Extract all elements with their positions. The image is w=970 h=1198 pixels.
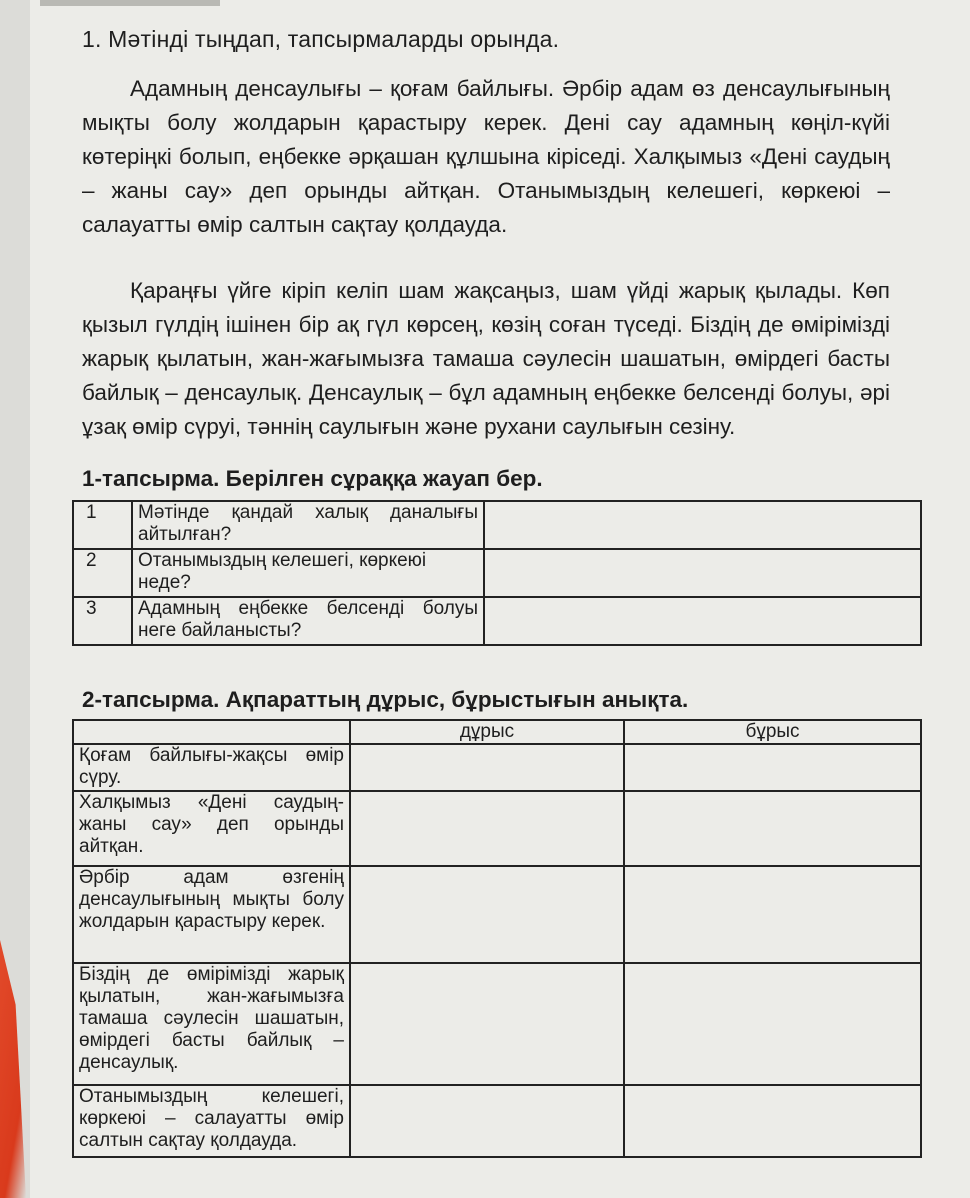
top-edge-shadow xyxy=(40,0,220,6)
table-row xyxy=(73,549,921,597)
table-row xyxy=(73,1085,921,1157)
true-checkbox-cell[interactable] xyxy=(350,744,624,791)
false-checkbox-cell[interactable] xyxy=(624,744,921,791)
table-row xyxy=(73,597,921,645)
false-checkbox-cell[interactable] xyxy=(624,791,921,866)
table-row xyxy=(73,744,921,791)
statement-cell: Қоғам байлығы-жақсы өмір сүру. xyxy=(73,744,350,791)
question-cell: Отанымыздың келешегі, көркеюі неде? xyxy=(132,549,484,597)
table-row xyxy=(73,963,921,1085)
question-cell: Мәтінде қандай халық даналығы айтылған? xyxy=(132,501,484,549)
row-number: 1 xyxy=(73,501,132,549)
true-checkbox-cell[interactable] xyxy=(350,1085,624,1157)
header-row xyxy=(73,720,921,744)
statement-cell: Біздің де өмірімізді жарық қылатын, жан-жағымызға тамаша сәулесін шашатын, өмірдегі басты байлық – денсаулық. xyxy=(73,963,350,1085)
red-corner-decoration xyxy=(0,940,26,1198)
header-false: бұрыс xyxy=(624,720,921,744)
header-empty-cell xyxy=(73,720,350,744)
row-number: 3 xyxy=(73,597,132,645)
statement-cell: Халқымыз «Дені саудың-жаны сау» деп орынды айтқан. xyxy=(73,791,350,866)
task1-table xyxy=(72,500,922,646)
table-row xyxy=(73,501,921,549)
answer-cell[interactable] xyxy=(484,549,921,597)
text-paragraph-1: Адамның денсаулығы – қоғам байлығы. Әрбір адам өз денсаулығының мықты болу жолдарын қарастыру керек. Дені сау адамның көңіл-күйі көтеріңкі болып, еңбекке әрқашан құлшына кіріседі. Халқымыз «Дені саудың – жаны сау» деп орынды айтқан. Отанымыздың келешегі, көркеюі – салауатты өмір салтын сақтау қолдауда. xyxy=(82,76,890,237)
statement-cell: Әрбір адам өзгенің денсаулығының мықты болу жолдарын қарастыру керек. xyxy=(73,866,350,963)
answer-cell[interactable] xyxy=(484,597,921,645)
true-checkbox-cell[interactable] xyxy=(350,791,624,866)
task2-table xyxy=(72,719,922,1158)
header-true: дұрыс xyxy=(350,720,624,744)
answer-cell[interactable] xyxy=(484,501,921,549)
table-row xyxy=(73,866,921,963)
true-checkbox-cell[interactable] xyxy=(350,963,624,1085)
false-checkbox-cell[interactable] xyxy=(624,963,921,1085)
false-checkbox-cell[interactable] xyxy=(624,866,921,963)
text-paragraph-2: Қараңғы үйге кіріп келіп шам жақсаңыз, шам үйді жарық қылады. Көп қызыл гүлдің ішінен бір ақ гүл көрсең, көзің соған түседі. Біздің де өмірімізді жарық қылатын, жан-жағымызға тамаша сәулесін шашатын, өмірдегі басты байлық – денсаулық. Денсаулық – бұл адамның еңбекке белсенді болуы, әрі ұзақ өмір сүруі, тәннің саулығын және рухани саулығын сезіну. xyxy=(82,278,890,439)
row-number: 2 xyxy=(73,549,132,597)
table-row xyxy=(73,791,921,866)
false-checkbox-cell[interactable] xyxy=(624,1085,921,1157)
question-cell: Адамның еңбекке белсенді болуы неге байланысты? xyxy=(132,597,484,645)
worksheet-page xyxy=(30,0,970,1198)
task2-title: 2-тапсырма. Ақпараттың дұрыс, бұрыстығын анықта. xyxy=(82,687,689,712)
exercise-heading: 1. Мәтінді тыңдап, тапсырмаларды орында. xyxy=(82,26,560,52)
statement-cell: Отанымыздың келешегі, көркеюі – салауатты өмір салтын сақтау қолдауда. xyxy=(73,1085,350,1157)
task1-title: 1-тапсырма. Берілген сұраққа жауап бер. xyxy=(82,466,543,491)
true-checkbox-cell[interactable] xyxy=(350,866,624,963)
